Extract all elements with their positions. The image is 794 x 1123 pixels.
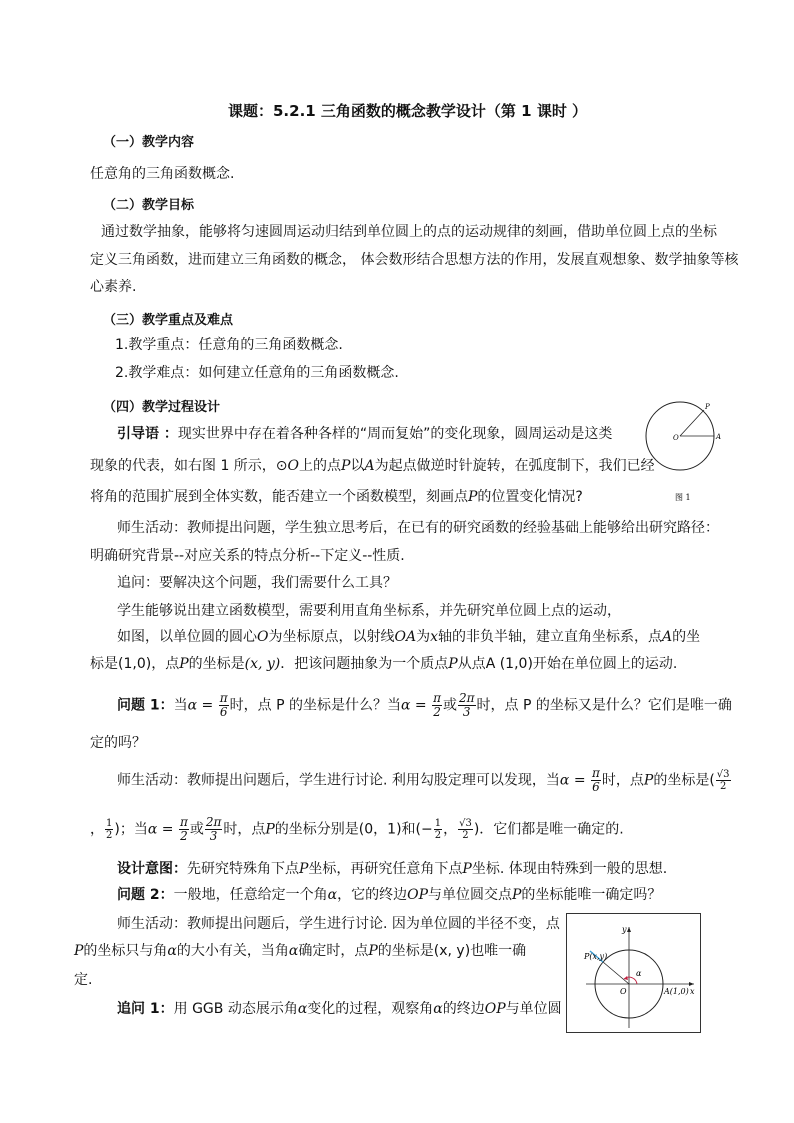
figure-2-unit-circle	[566, 913, 701, 1033]
followup-question: 追问：要解决这个问题，我们需要什么工具？	[117, 575, 397, 591]
fig2-label-x: x	[690, 987, 695, 996]
fig2-label-o: O	[620, 987, 627, 996]
goals-line-3: 心素养.	[90, 279, 137, 295]
figure-1-circle	[640, 398, 730, 508]
section-heading-content: （一）教学内容	[103, 135, 195, 150]
design-intent: 设计意图：先研究特殊角下点P坐标，再研究任意角下点P坐标. 体现由特殊到一般的思想.	[117, 861, 668, 877]
setup-line-2: 标是(1,0)，点P的坐标是(x, y)．把该问题抽象为一个质点P从点A (1,0)开始在单位圆上的运动.	[90, 656, 678, 672]
section-heading-process: （四）教学过程设计	[103, 400, 221, 415]
goals-line-1: 通过数学抽象，能够将匀速圆周运动归结到单位圆上的点的运动规律的刻画，借助单位圆上点的坐标	[101, 224, 717, 240]
page-title: 课题：5.2.1 三角函数的概念教学设计（第 1 课时 ）	[228, 102, 588, 120]
student-response: 学生能够说出建立函数模型，需要利用直角坐标系，并先研究单位圆上点的运动，	[117, 603, 621, 619]
activity-1-line-1: 师生活动：教师提出问题，学生独立思考后，在已有的研究函数的经验基础上能够给出研究路径：	[117, 520, 719, 536]
question-2: 问题 2：一般地，任意给定一个角α，它的终边OP与单位圆交点P的坐标能唯一确定吗？	[117, 887, 662, 903]
section-heading-focus: （三）教学重点及难点	[103, 313, 234, 328]
activity-2-line-1: 师生活动：教师提出问题后，学生进行讨论. 利用勾股定理可以发现，当α = $\frac{\pi}{6}$ 时，点P的坐标是( $\frac{√3}{2}$	[117, 766, 730, 794]
fig1-label-p: P	[705, 403, 710, 411]
activity-3-line-3: 定.	[74, 972, 93, 988]
followup-1: 追问 1：用 GGB 动态展示角α变化的过程，观察角α的终边OP与单位圆	[117, 1001, 562, 1017]
fig2-label-alpha: α	[636, 969, 642, 978]
section-heading-goals: （二）教学目标	[103, 198, 195, 213]
fig1-label-a: A	[716, 433, 722, 441]
fig2-label-p: P(x,y)	[584, 952, 608, 961]
question-1-line-1: 问题 1：当α = $\frac{\pi}{6}$ 时，点 P 的坐标是什么？当α = $\frac{\pi}{2}$ 或 $\frac{2\pi}{3}$ 时，点 P 的坐标又是什么？它们是唯一确	[117, 691, 732, 719]
difficulty-point: 2.教学难点：如何建立任意角的三角函数概念.	[115, 365, 399, 381]
activity-3-line-1: 师生活动：教师提出问题后，学生进行讨论. 因为单位圆的半径不变，点	[117, 916, 560, 932]
fig1-label-o: O	[673, 434, 679, 442]
focus-point: 1.教学重点：任意角的三角函数概念.	[115, 337, 343, 353]
fig2-label-y: y	[622, 925, 627, 934]
section-content-text: 任意角的三角函数概念.	[90, 166, 235, 182]
activity-1-line-2: 明确研究背景--对应关系的特点分析--下定义--性质.	[90, 548, 405, 564]
intro-line-3: 将角的范围扩展到全体实数，能否建立一个函数模型，刻画点P的位置变化情况?	[90, 489, 583, 505]
setup-line-1: 如图，以单位圆的圆心O为坐标原点，以射线OA为x轴的非负半轴，建立直角坐标系，点A的坐	[117, 629, 701, 645]
question-1-line-2: 定的吗？	[90, 735, 146, 751]
fig2-label-a: A(1,0)	[664, 987, 689, 996]
goals-line-2: 定义三角函数，进而建立三角函数的概念， 体会数形结合思想方法的作用，发展直观想象、数学抽象等核	[90, 252, 739, 268]
intro-line-2: 现象的代表，如右图 1 所示，⊙O上的点P以A为起点做逆时针旋转，在弧度制下，我们已经	[90, 458, 655, 474]
activity-3-line-2: P的坐标只与角α的大小有关，当角α确定时，点P的坐标是(x, y)也唯一确	[74, 943, 527, 959]
activity-2-line-2: ， $\frac{1}{2}$ )；当α = $\frac{\pi}{2}$ 或 $\frac{2\pi}{3}$ 时，点P的坐标分别是(0，1)和(− $\frac{1}{2}$ ， $\frac{√3}{2}$ )．它们都是唯一确定的.	[90, 815, 624, 843]
fig1-caption: 图 1	[675, 493, 691, 502]
intro-line-1: 引导语 ：现实世界中存在着各种各样的“周而复始”的变化现象，圆周运动是这类	[117, 426, 613, 442]
